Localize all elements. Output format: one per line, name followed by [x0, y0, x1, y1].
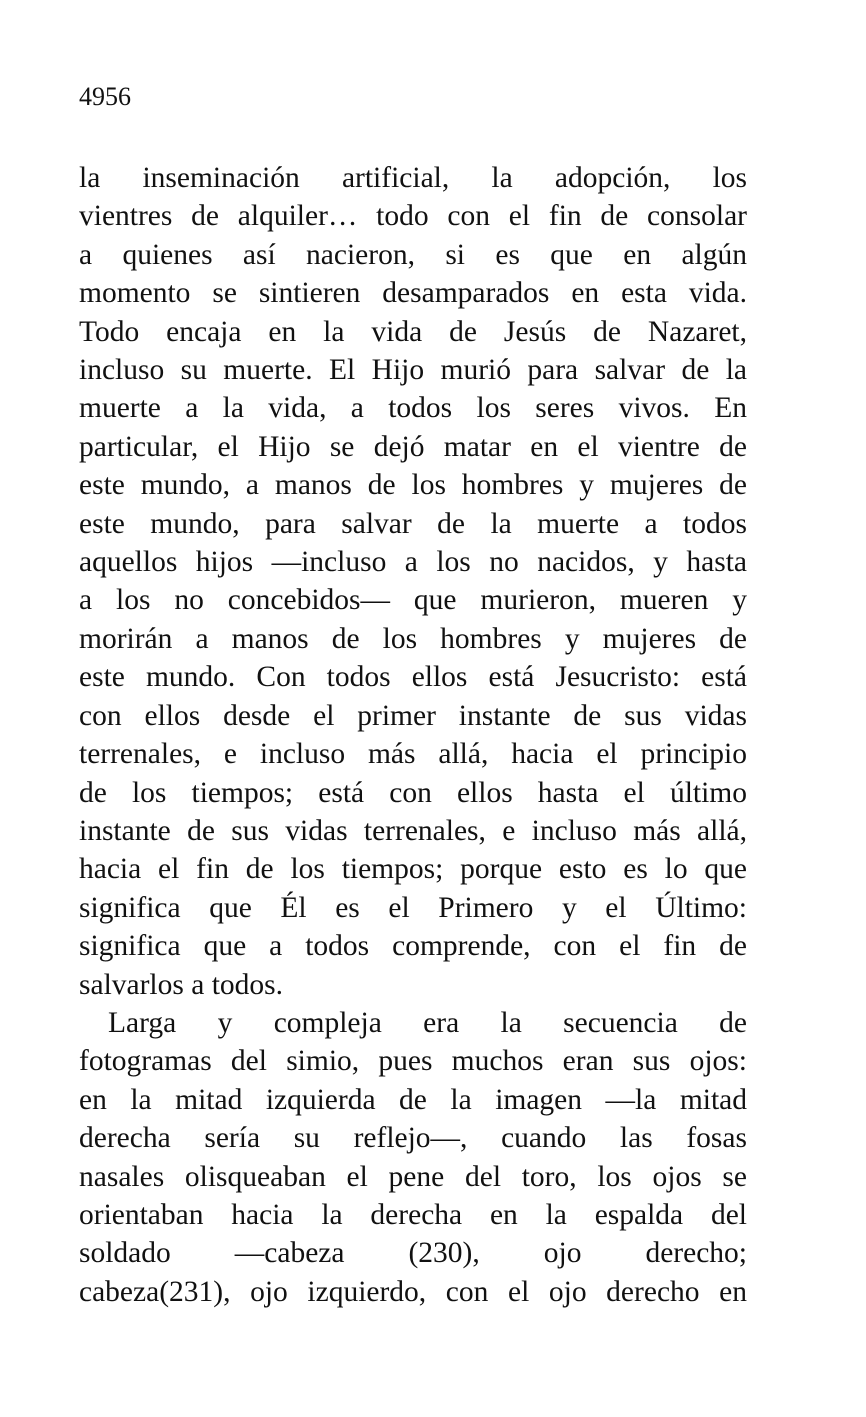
text-line: a quienes así nacieron, si es que en algún	[79, 238, 747, 271]
text-line: salvarlos a todos.	[79, 968, 284, 1001]
text-line: cabeza(231), ojo izquierdo, con el ojo derecho en	[79, 1275, 747, 1308]
text-line: terrenales, e incluso más allá, hacia el principio	[79, 738, 747, 771]
text-line: con ellos desde el primer instante de sus vidas	[79, 699, 747, 732]
text-line: morirán a manos de los hombres y mujeres de	[79, 622, 747, 655]
text-line: este mundo, a manos de los hombres y mujeres de	[79, 469, 747, 502]
text-line: derecha sería su reflejo—, cuando las fosas	[79, 1122, 747, 1155]
text-line: hacia el fin de los tiempos; porque esto es lo que	[79, 853, 747, 886]
text-line: a los no concebidos— que murieron, mueren y	[79, 584, 747, 617]
text-line: momento se sintieren desamparados en esta vida.	[79, 277, 747, 310]
text-line: particular, el Hijo se dejó matar en el vientre de	[79, 430, 747, 463]
text-line: orientaban hacia la derecha en la espalda del	[79, 1198, 747, 1231]
text-line: incluso su muerte. El Hijo murió para salvar de la	[79, 354, 747, 387]
body-text	[79, 159, 747, 1311]
page-number: 4956	[79, 82, 131, 111]
text-line: la inseminación artificial, la adopción, los	[79, 162, 747, 194]
text-line: de los tiempos; está con ellos hasta el último	[79, 776, 747, 809]
text-line: muerte a la vida, a todos los seres vivos. En	[79, 392, 747, 425]
text-line: Todo encaja en la vida de Jesús de Nazaret,	[79, 315, 747, 348]
text-line: soldado —cabeza (230), ojo derecho;	[79, 1237, 747, 1270]
text-line: este mundo. Con todos ellos está Jesucristo: está	[79, 661, 747, 694]
text-line: instante de sus vidas terrenales, e incluso más allá,	[79, 814, 747, 847]
text-line: este mundo, para salvar de la muerte a todos	[79, 507, 747, 540]
text-line: nasales olisqueaban el pene del toro, los ojos se	[79, 1160, 747, 1193]
page-content	[79, 78, 747, 1311]
text-line: significa que Él es el Primero y el Último:	[79, 891, 747, 924]
text-line: en la mitad izquierda de la imagen —la mitad	[79, 1083, 747, 1116]
paragraph	[79, 1004, 747, 1311]
text-line: fotogramas del simio, pues muchos eran sus ojos:	[79, 1045, 747, 1078]
text-line: Larga y compleja era la secuencia de	[108, 1006, 747, 1039]
text-line: vientres de alquiler… todo con el fin de consolar	[79, 200, 747, 233]
paragraph	[79, 159, 747, 1004]
text-line: significa que a todos comprende, con el fin de	[79, 930, 747, 963]
text-line: aquellos hijos —incluso a los no nacidos, y hasta	[79, 546, 747, 579]
